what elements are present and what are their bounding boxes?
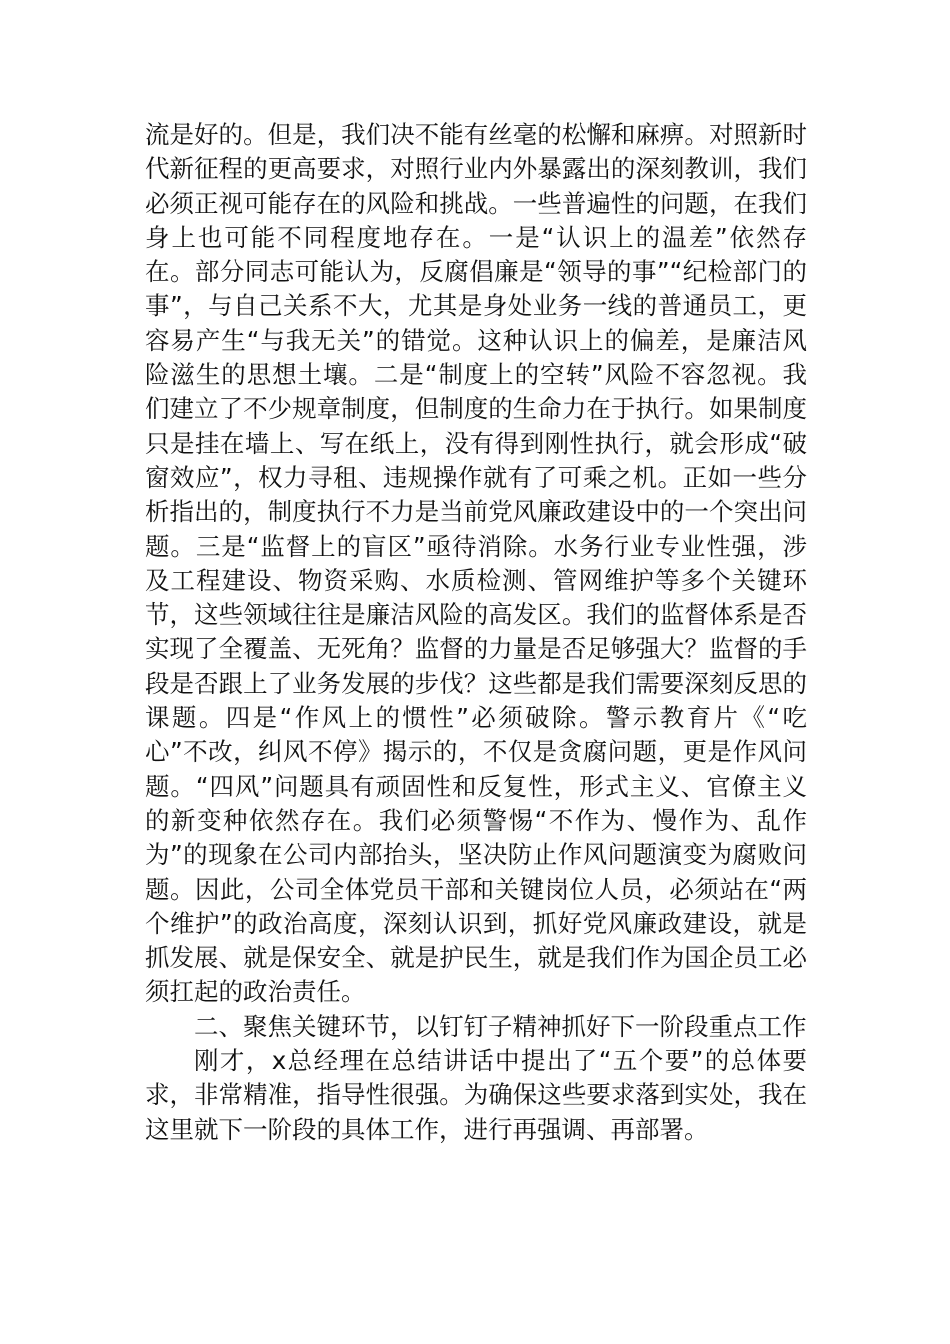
document-body (145, 118, 807, 1147)
body-paragraph: 流是好的。但是，我们决不能有丝毫的松懈和麻痹。对照新时代新征程的更高要求，对照行业内外暴露出的深刻教训，我们必须正视可能存在的风险和挑战。一些普遍性的问题，在我们身上也可能不同程度地存在。一是“认识上的温差”依然存在。部分同志可能认为，反腐倡廉是“领导的事”“纪检部门的事”，与自己关系不大，尤其是身处业务一线的普通员工，更容易产生“与我无关”的错觉。这种认识上的偏差，是廉洁风险滋生的思想土壤。二是“制度上的空转”风险不容忽视。我们建立了不少规章制度，但制度的生命力在于执行。如果制度只是挂在墙上、写在纸上，没有得到刚性执行，就会形成“破窗效应”，权力寻租、违规操作就有了可乘之机。正如一些分析指出的，制度执行不力是当前党风廉政建设中的一个突出问题。三是“监督上的盲区”亟待消除。水务行业专业性强，涉及工程建设、物资采购、水质检测、管网维护等多个关键环节，这些领域往往是廉洁风险的高发区。我们的监督体系是否实现了全覆盖、无死角？监督的力量是否足够强大？监督的手段是否跟上了业务发展的步伐？这些都是我们需要深刻反思的课题。四是“作风上的惯性”必须破除。警示教育片《“吃心”不改，纠风不停》揭示的，不仅是贪腐问题，更是作风问题。“四风”问题具有顽固性和反复性，形式主义、官僚主义的新变种依然存在。我们必须警惕“不作为、慢作为、乱作为”的现象在公司内部抬头，坚决防止作风问题演变为腐败问题。因此，公司全体党员干部和关键岗位人员，必须站在“两个维护”的政治高度，深刻认识到，抓好党风廉政建设，就是抓发展、就是保安全、就是护民生，就是我们作为国企员工必须扛起的政治责任。 (145, 120, 807, 1007)
section-heading: 二、聚焦关键环节，以钉钉子精神抓好下一阶段重点工作 (194, 1011, 807, 1041)
body-paragraph-2: 刚才，x总经理在总结讲话中提出了“五个要”的总体要求，非常精准，指导性很强。为确保这些要求落到实处，我在这里就下一阶段的具体工作，进行再强调、再部署。 (145, 1046, 807, 1144)
